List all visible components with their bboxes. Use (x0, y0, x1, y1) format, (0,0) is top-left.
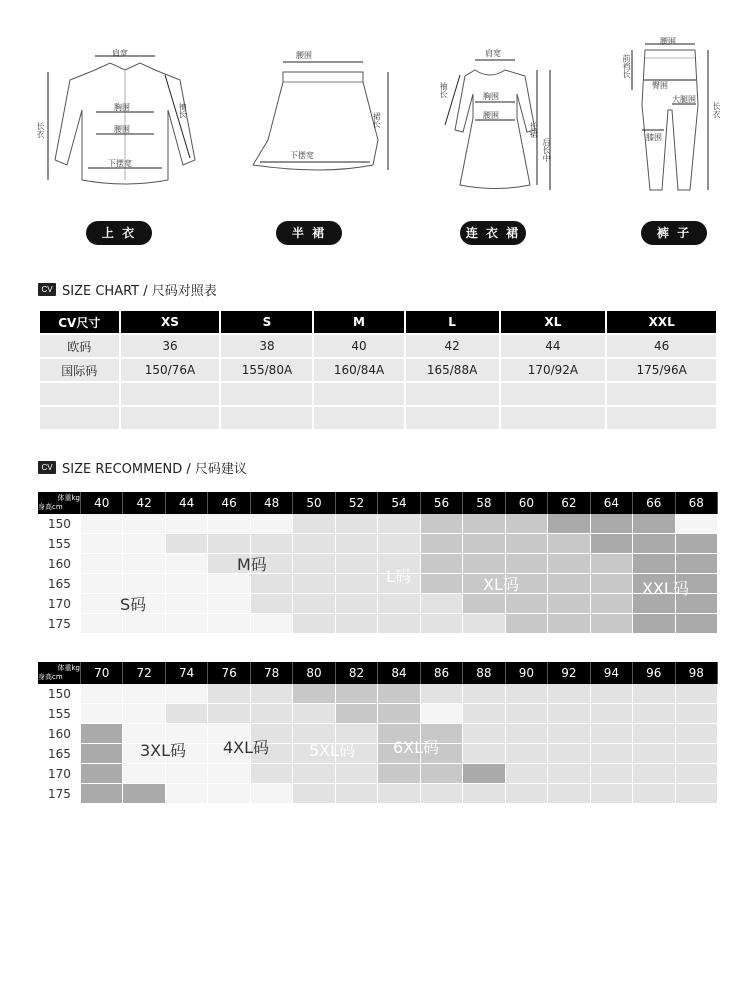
grid-cell (81, 514, 123, 533)
grid-cell (633, 704, 675, 723)
length-label: 长衣 (36, 122, 45, 138)
table-cell: 150/76A (121, 359, 220, 381)
grid-cell (506, 534, 548, 553)
grid-cell (633, 684, 675, 703)
table-cell (314, 383, 403, 405)
weight-header-cell: 80 (293, 662, 335, 684)
grid-cell (336, 764, 378, 783)
grid-cell (81, 594, 123, 613)
corner-weight-label: 体重kg (57, 494, 80, 502)
grid-cell (166, 574, 208, 593)
grid-cell (251, 784, 293, 803)
grid-cell (591, 684, 633, 703)
grid-cell (123, 614, 165, 633)
grid-cell (293, 574, 335, 593)
grid-cell (166, 684, 208, 703)
grid-cell (633, 554, 675, 573)
table-cell: 44 (501, 335, 606, 357)
grid-cell (591, 574, 633, 593)
height-label: 155 (38, 534, 81, 553)
table-cell (314, 407, 403, 429)
header-cell: M (314, 311, 403, 333)
grid-cell (208, 574, 250, 593)
grid-cell (506, 764, 548, 783)
grid-cell (548, 554, 590, 573)
grid-cell (81, 684, 123, 703)
grid-cell (463, 784, 505, 803)
grid-cell (421, 704, 463, 723)
weight-header-cell: 54 (378, 492, 420, 514)
grid-cell (506, 744, 548, 763)
grid-cell (591, 614, 633, 633)
sleeve-label: 袖长 (178, 102, 187, 118)
grid-cell (676, 514, 718, 533)
grid-cell (166, 514, 208, 533)
height-label: 175 (38, 784, 81, 803)
table-cell: 欧码 (40, 335, 119, 357)
grid-cell (506, 614, 548, 633)
zone-label-3xl: 3XL码 (140, 741, 187, 760)
grid-cell (421, 764, 463, 783)
grid-cell (463, 684, 505, 703)
zone-label-l: L码 (386, 567, 411, 586)
grid-cell (251, 534, 293, 553)
grid-cell (251, 614, 293, 633)
height-label: 150 (38, 514, 81, 533)
grid-cell (336, 594, 378, 613)
grid-cell (421, 554, 463, 573)
table-row (40, 359, 716, 381)
grid-cell (421, 514, 463, 533)
grid-cell (633, 764, 675, 783)
pants-waist-label: 腰围 (660, 37, 676, 46)
zone-label-m: M码 (237, 555, 267, 574)
height-row (38, 684, 718, 704)
weight-header-row (38, 662, 718, 684)
grid-cell (633, 744, 675, 763)
pants-label: 裤 子 (641, 221, 707, 245)
grid-cell (591, 514, 633, 533)
grid-cell (251, 704, 293, 723)
grid-cell (378, 704, 420, 723)
grid-cell (548, 534, 590, 553)
weight-header-cell: 58 (463, 492, 505, 514)
grid-cell (676, 684, 718, 703)
table-cell (406, 407, 499, 429)
skirt-label: 半 裙 (276, 221, 342, 245)
weight-header-cell: 86 (421, 662, 463, 684)
weight-header-cell: 76 (208, 662, 250, 684)
table-cell: 160/84A (314, 359, 403, 381)
grid-cell (548, 764, 590, 783)
weight-header-cell: 50 (293, 492, 335, 514)
height-row (38, 784, 718, 804)
pants-rise-label: 前裆长 (622, 54, 631, 78)
height-row (38, 764, 718, 784)
grid-cell (676, 784, 718, 803)
grid-cell (506, 724, 548, 743)
grid-cell (336, 614, 378, 633)
grid-cell (251, 594, 293, 613)
grid-cell (548, 684, 590, 703)
grid-cell (506, 594, 548, 613)
grid-cell (293, 684, 335, 703)
size-chart-table (38, 309, 718, 431)
pants-thigh-label: 大腿围 (672, 95, 696, 104)
pants-length-label: 长衣 (712, 102, 721, 118)
grid-cell (463, 514, 505, 533)
height-row (38, 554, 718, 574)
weight-header-cell: 70 (81, 662, 123, 684)
grid-cell (548, 514, 590, 533)
corner-height-label: 身高cm (38, 673, 63, 681)
size-recommend-title-text: SIZE RECOMMEND / 尺码建议 (62, 462, 247, 477)
height-label: 160 (38, 724, 81, 743)
zone-label-xxl: XXL码 (642, 579, 689, 598)
grid-cell (633, 614, 675, 633)
grid-cell (166, 704, 208, 723)
grid-cell (548, 594, 590, 613)
grid-cell (421, 594, 463, 613)
zone-label-4xl: 4XL码 (223, 738, 270, 757)
table-cell: 36 (121, 335, 220, 357)
size-chart-title-text: SIZE CHART / 尺码对照表 (62, 284, 217, 299)
grid-cell (81, 724, 123, 743)
weight-header-cell: 64 (591, 492, 633, 514)
grid-cell (421, 574, 463, 593)
grid-cell (293, 704, 335, 723)
grid-cell (633, 724, 675, 743)
grid-cell (208, 594, 250, 613)
grid-cell (676, 744, 718, 763)
corner-weight-label: 体重kg (57, 664, 80, 672)
dress-chest-label: 胸围 (483, 92, 499, 101)
dress-sleeve-label: 袖长 (439, 82, 448, 98)
grid-cell (548, 744, 590, 763)
grid-cell (208, 614, 250, 633)
grid-cell (506, 704, 548, 723)
grid-cell (463, 724, 505, 743)
grid-cell (548, 614, 590, 633)
weight-header-cell: 90 (506, 662, 548, 684)
grid-cell (208, 684, 250, 703)
grid-cell (81, 704, 123, 723)
grid-cell (421, 614, 463, 633)
weight-header-cell: 52 (336, 492, 378, 514)
table-cell (406, 383, 499, 405)
table-cell (501, 407, 606, 429)
grid-cell (378, 684, 420, 703)
height-row (38, 614, 718, 634)
hem-width-label: 下摆宽 (108, 159, 132, 168)
weight-header-cell: 46 (208, 492, 250, 514)
grid-cell (676, 724, 718, 743)
grid-cell (378, 784, 420, 803)
grid-cell (251, 764, 293, 783)
grid-cell (336, 704, 378, 723)
header-cell: XL (501, 311, 606, 333)
grid-cell (633, 784, 675, 803)
grid-cell (293, 554, 335, 573)
table-cell: 165/88A (406, 359, 499, 381)
grid-cell (166, 784, 208, 803)
dress-shoulder-label: 肩宽 (485, 49, 501, 58)
grid-cell (123, 534, 165, 553)
table-cell (221, 407, 312, 429)
weight-header-cell: 94 (591, 662, 633, 684)
skirt-length-label: 裙长 (372, 112, 381, 128)
grid-cell (463, 704, 505, 723)
grid-cell (591, 784, 633, 803)
grid-cell (591, 554, 633, 573)
weight-header-cell: 68 (676, 492, 718, 514)
header-cell: L (406, 311, 499, 333)
skirt-outline (238, 30, 408, 200)
table-cell (40, 383, 119, 405)
grid-cell (166, 594, 208, 613)
grid-cell (293, 614, 335, 633)
weight-header-cell: 84 (378, 662, 420, 684)
table-row (40, 383, 716, 405)
grid-cell (81, 784, 123, 803)
size-recommend-title (38, 458, 247, 477)
dress-outline (425, 30, 595, 200)
size-chart-header-row (40, 311, 716, 333)
grid-cell (251, 574, 293, 593)
dress-label: 连 衣 裙 (460, 221, 526, 245)
height-label: 170 (38, 764, 81, 783)
grid-cell (81, 614, 123, 633)
grid-cell (378, 764, 420, 783)
zone-label-s: S码 (120, 595, 147, 614)
height-row (38, 574, 718, 594)
grid-cell (123, 784, 165, 803)
grid-cell (591, 724, 633, 743)
grid-cell (378, 534, 420, 553)
grid-cell (463, 764, 505, 783)
weight-header-row (38, 492, 718, 514)
grid-cell (591, 744, 633, 763)
size-chart-title (38, 280, 217, 299)
height-row (38, 704, 718, 724)
grid-cell (293, 764, 335, 783)
table-cell: 175/96A (607, 359, 716, 381)
grid-cell (676, 614, 718, 633)
grid-cell (506, 514, 548, 533)
dress-length-label: 长裙 (529, 122, 538, 138)
grid-cell (293, 514, 335, 533)
weight-header-cell: 96 (633, 662, 675, 684)
height-label: 170 (38, 594, 81, 613)
grid-cell (123, 514, 165, 533)
table-cell: 40 (314, 335, 403, 357)
height-label: 175 (38, 614, 81, 633)
grid-cell (251, 684, 293, 703)
top-label: 上 衣 (86, 221, 152, 245)
height-label: 165 (38, 744, 81, 763)
table-row (40, 407, 716, 429)
skirt-waist-label: 腰围 (296, 51, 312, 60)
grid-cell (463, 744, 505, 763)
grid-cell (463, 554, 505, 573)
grid-cell (548, 704, 590, 723)
grid-cell (208, 764, 250, 783)
grid-cell (123, 554, 165, 573)
height-row (38, 534, 718, 554)
grid-cell (166, 554, 208, 573)
grid-cell (676, 554, 718, 573)
grid-cell (676, 704, 718, 723)
table-cell: 46 (607, 335, 716, 357)
weight-header-cell: 92 (548, 662, 590, 684)
weight-header-cell: 74 (166, 662, 208, 684)
table-cell: 155/80A (221, 359, 312, 381)
table-cell: 170/92A (501, 359, 606, 381)
zone-label-5xl: 5XL码 (309, 741, 356, 760)
cv-badge: CV (38, 283, 56, 296)
table-cell (121, 407, 220, 429)
skirt-hem-label: 下摆宽 (290, 151, 314, 160)
grid-cell (123, 764, 165, 783)
grid-cell (336, 574, 378, 593)
grid-cell (463, 614, 505, 633)
table-cell (607, 407, 716, 429)
table-cell (40, 407, 119, 429)
grid-cell (81, 554, 123, 573)
table-cell (501, 383, 606, 405)
grid-cell (251, 514, 293, 533)
weight-header-cell: 82 (336, 662, 378, 684)
weight-header-cell: 44 (166, 492, 208, 514)
grid-cell (293, 534, 335, 553)
dress-waist-label: 腰围 (483, 111, 499, 120)
pants-hip-label: 臀围 (652, 81, 668, 90)
weight-header-cell: 62 (548, 492, 590, 514)
grid-cell (336, 784, 378, 803)
table-row (40, 335, 716, 357)
height-label: 160 (38, 554, 81, 573)
weight-header-cell: 56 (421, 492, 463, 514)
waist-label: 腰围 (114, 125, 130, 134)
grid-cell (166, 764, 208, 783)
grid-cell (378, 514, 420, 533)
grid-cell (208, 704, 250, 723)
grid-cell (81, 574, 123, 593)
grid-cell (81, 744, 123, 763)
corner-height-label: 身高cm (38, 503, 63, 511)
grid-cell (463, 534, 505, 553)
grid-cell (506, 684, 548, 703)
weight-header-cell: 40 (81, 492, 123, 514)
grid-cell (633, 514, 675, 533)
grid-cell (676, 764, 718, 783)
weight-header-cell: 66 (633, 492, 675, 514)
weight-header-cell: 48 (251, 492, 293, 514)
grid-cell (208, 534, 250, 553)
grid-cell (591, 764, 633, 783)
shoulder-width-label: 肩宽 (112, 49, 128, 58)
grid-cell (81, 534, 123, 553)
grid-cell (81, 764, 123, 783)
corner-cell (38, 662, 81, 684)
weight-header-cell: 72 (123, 662, 165, 684)
dress-back-length-label: 后长中 (542, 138, 551, 162)
grid-cell (378, 614, 420, 633)
grid-cell (506, 554, 548, 573)
header-cell: XS (121, 311, 220, 333)
grid-cell (463, 594, 505, 613)
grid-cell (548, 724, 590, 743)
grid-cell (166, 534, 208, 553)
grid-cell (548, 574, 590, 593)
grid-cell (421, 534, 463, 553)
table-cell (607, 383, 716, 405)
height-row (38, 514, 718, 534)
grid-cell (293, 784, 335, 803)
grid-cell (591, 534, 633, 553)
grid-cell (591, 594, 633, 613)
table-cell: 国际码 (40, 359, 119, 381)
weight-header-cell: 42 (123, 492, 165, 514)
weight-header-cell: 88 (463, 662, 505, 684)
table-cell: 38 (221, 335, 312, 357)
weight-header-cell: 78 (251, 662, 293, 684)
height-label: 155 (38, 704, 81, 723)
grid-cell (166, 614, 208, 633)
grid-cell (293, 594, 335, 613)
chest-label: 胸围 (114, 103, 130, 112)
header-cell: S (221, 311, 312, 333)
zone-label-xl: XL码 (483, 575, 519, 594)
grid-cell (123, 574, 165, 593)
grid-cell (633, 534, 675, 553)
height-label: 165 (38, 574, 81, 593)
grid-cell (378, 594, 420, 613)
grid-cell (208, 514, 250, 533)
weight-header-cell: 60 (506, 492, 548, 514)
corner-cell (38, 492, 81, 514)
table-cell: 42 (406, 335, 499, 357)
grid-cell (336, 684, 378, 703)
height-label: 150 (38, 684, 81, 703)
weight-header-cell: 98 (676, 662, 718, 684)
recommend-grid-2 (38, 662, 718, 804)
grid-cell (123, 684, 165, 703)
grid-cell (421, 684, 463, 703)
zone-label-6xl: 6XL码 (393, 738, 440, 757)
table-cell (221, 383, 312, 405)
grid-cell (336, 514, 378, 533)
header-cell: XXL (607, 311, 716, 333)
grid-cell (591, 704, 633, 723)
cv-badge: CV (38, 461, 56, 474)
grid-cell (208, 784, 250, 803)
pants-knee-label: 膝围 (646, 133, 662, 142)
grid-cell (336, 554, 378, 573)
grid-cell (421, 784, 463, 803)
grid-cell (336, 534, 378, 553)
header-cell: CV尺寸 (40, 311, 119, 333)
grid-cell (506, 784, 548, 803)
grid-cell (548, 784, 590, 803)
table-cell (121, 383, 220, 405)
grid-cell (123, 704, 165, 723)
grid-cell (676, 534, 718, 553)
